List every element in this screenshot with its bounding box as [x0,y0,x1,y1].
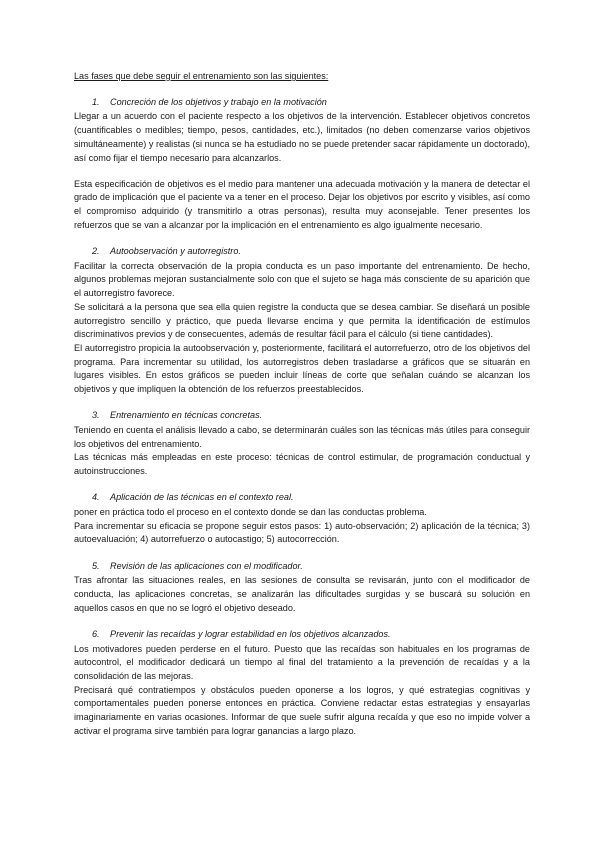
section-4 [74,491,530,547]
paragraph: Esta especificación de objetivos es el medio para mantener una adecuada motivación y la manera de detectar el grado de implicación que el paciente va a tener en el proceso. Dejar los objetivos por escrito y visibles, así como el compromiso adquirido (y transmitirlo a otras personas), resulta muy aconsejable. Tener presentes los refuerzos que se van a alcanzar por la implicación en el entrenamiento es algo igualmente necesario. [74,178,530,230]
paragraph: Los motivadores pueden perderse en el futuro. Puesto que las recaídas son habituales en los programas de autocontrol, el modificador dedicará un tiempo al final del tratamiento a la prevención de recaídas y a la consolidación de las mejoras. [74,643,530,682]
section-3 [74,409,530,479]
paragraph: poner en práctica todo el proceso en el contexto donde se dan las conductas problema. [74,506,427,517]
section-number: 6. [92,628,100,639]
section-heading [74,628,530,642]
section-heading [74,560,530,574]
paragraph: Las técnicas más empleadas en este proceso: técnicas de control estimular, de programación conductual y autoinstrucciones. [74,452,530,477]
paragraph: Se solicitará a la persona que sea ella quien registre la conducta que se desea cambiar. Se diseñará un posible autorregistro sencillo y práctico, que pueda llevarse encima y que permita la identificación de estímulos discriminativos previos y de consecuentes, además de resultar fácil para el cálculo (si tiene cantidades). [74,301,530,340]
section-number: 1. [92,96,100,107]
paragraph: Precisará qué contratiempos y obstáculos pueden oponerse a los logros, y qué estrategias cognitivas y comportamentales pueden ponerse entonces en práctica. Conviene redactar estas estrategias y ensayarlas imaginariamente en varias ocasiones. Informar de que suele sufrir alguna recaída y que eso no impide volver a activar el programa sirve también para lograr ganancias a largo plazo. [74,684,530,736]
paragraph: Tras afrontar las situaciones reales, en las sesiones de consulta se revisarán, junto con el modificador de conducta, las aplicaciones concretas, se analizarán las dificultades surgidas y se buscará su solución en aquellos casos en que no se logró el objetivo deseado. [74,575,530,613]
section-title: Concreción de los objetivos y trabajo en la motivación [110,96,327,107]
paragraph: Llegar a un acuerdo con el paciente respecto a los objetivos de la intervención. Establecer objetivos concretos (cuantificables o medibles; tiempo, pesos, cantidades, etc.), limitados (no deben comenzarse varios objetivos simultáneamente) y realistas (si nunca se ha estudiado no se puede pretender sacar rápidamente un doctorado), así como fijar el tiempo necesario para alcanzarlos. [74,111,530,163]
section-title: Autoobservación y autorregistro. [110,246,241,257]
section-5 [74,560,530,616]
section-heading [74,409,530,423]
section-number: 3. [92,410,100,421]
paragraph: Teniendo en cuenta el análisis llevado a cabo, se determinarán cuáles son las técnicas más útiles para conseguir los objetivos del entrenamiento. [74,424,530,449]
paragraph: Para incrementar su eficacia se propone seguir estos pasos: 1) auto-observación; 2) aplicación de la técnica; 3) autoevaluación; 4) autorrefuerzo o autocastigo; 5) autocorrección. [74,520,530,545]
paragraph: El autorregistro propicia la autoobservación y, posteriormente, facilitará el autorrefuerzo, otro de los objetivos del programa. Para incrementar su utilidad, los autorregistros deben trasladarse a gráficos que se situarán en lugares visibles. En estos gráficos se pueden incluir líneas de corte que señalan cuándo se alcanzan los objetivos y que impliquen la obtención de los refuerzos preestablecidos. [74,342,530,395]
section-title: Revisión de las aplicaciones con el modificador. [110,560,303,571]
section-6 [74,628,530,739]
section-number: 2. [92,246,100,257]
section-title: Entrenamiento en técnicas concretas. [110,410,263,421]
section-heading [74,96,530,110]
section-number: 4. [92,492,100,503]
section-heading [74,491,530,505]
section-2 [74,245,530,397]
section-1 [74,96,530,233]
section-number: 5. [92,560,100,571]
document-title: Las fases que debe seguir el entrenamiento son las siguientes: [74,71,329,81]
section-heading [74,245,530,259]
section-title: Aplicación de las técnicas en el contexto real. [110,492,294,503]
paragraph: Facilitar la correcta observación de la propia conducta es un paso importante del entrenamiento. De hecho, algunos problemas mejoran sustancialmente solo con que el sujeto se haga más consciente de su aparición que el autorregistro favorece. [74,260,530,299]
section-title: Prevenir las recaídas y lograr estabilidad en los objetivos alcanzados. [110,628,391,639]
